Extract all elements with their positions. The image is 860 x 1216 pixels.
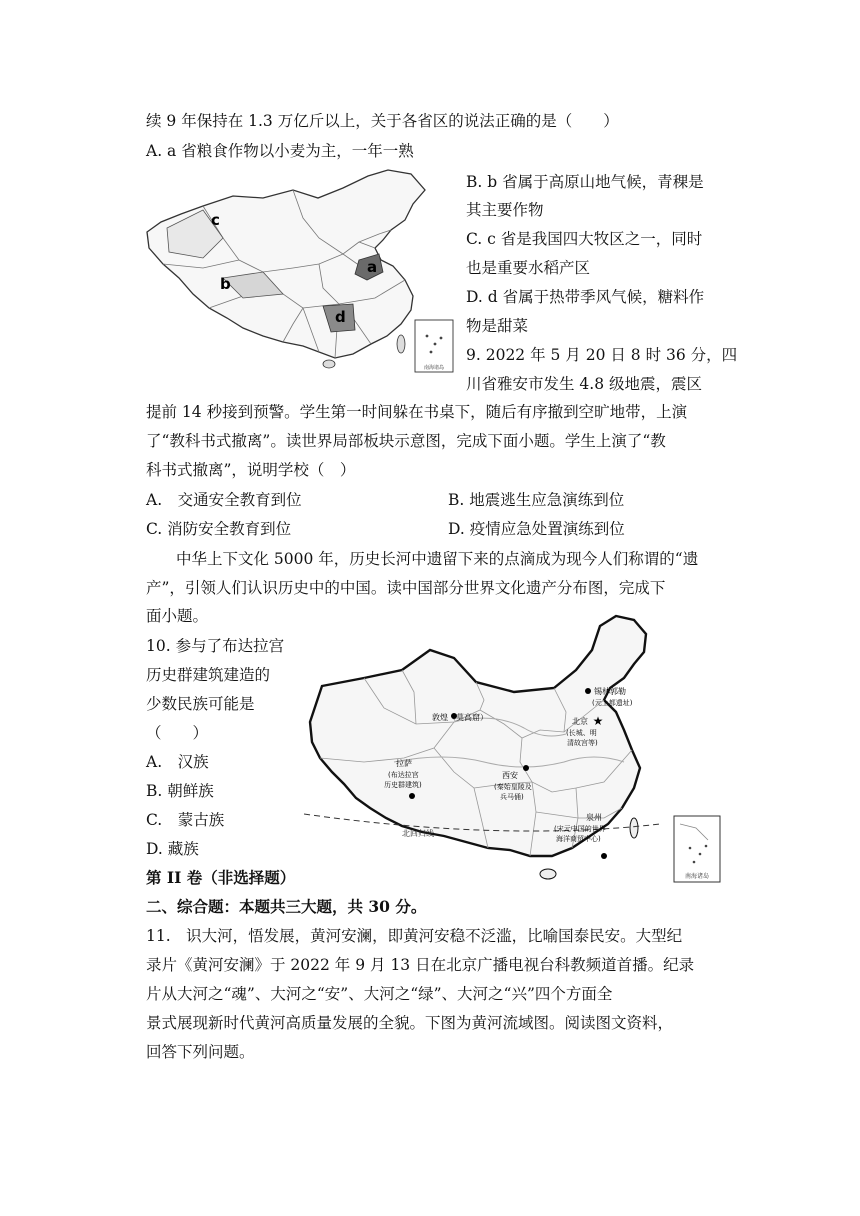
inset-label: 南海诸岛 xyxy=(684,873,710,880)
q11-line1: 11. 识大河，悟发展，黄河安澜，即黄河安稳不泛滥，比喻国泰民安。大型纪 xyxy=(146,927,683,945)
q11-line4: 景式展现新时代黄河高质量发展的全貌。下图为黄河流域图。阅读图文资料， xyxy=(146,1014,674,1032)
q10-option-a: A. 汉族 xyxy=(146,753,209,771)
lasa-marker xyxy=(409,793,415,799)
map-label-b: b xyxy=(220,275,231,293)
china-province-map xyxy=(143,168,463,373)
q9-option-a: A. 交通安全教育到位 xyxy=(146,491,302,509)
xian-sublabel-1: (秦始皇陵及 xyxy=(494,783,532,791)
q9-stem-line5: 科书式撤离”，说明学校（ ） xyxy=(146,461,356,479)
q8-option-c-line1: C. c 省是我国四大牧区之一，同时 xyxy=(466,230,703,248)
q8-option-d-line2: 物是甜菜 xyxy=(466,317,529,335)
quanzhou-marker xyxy=(601,853,607,859)
lasa-label: 拉萨 xyxy=(396,759,412,768)
q8-option-c-line2: 也是重要水稻产区 xyxy=(466,259,591,277)
tropic-label: 北回归线 xyxy=(402,829,434,838)
inset-label: 南海诸岛 xyxy=(423,365,445,371)
xian-sublabel-2: 兵马俑) xyxy=(500,793,524,801)
q10-option-b: B. 朝鲜族 xyxy=(146,782,214,800)
beijing-star-icon: ★ xyxy=(592,714,604,728)
xilinguole-sublabel: (元上都遗址) xyxy=(592,699,633,707)
section2-subtitle: 二、综合题：本题共三大题，共 30 分。 xyxy=(146,897,427,916)
beijing-sublabel-2: 清故宫等) xyxy=(567,739,598,747)
q9-stem-line1: 9. 2022 年 5 月 20 日 8 时 36 分，四 xyxy=(466,346,738,364)
q10-stem-line1: 10. 参与了布达拉宫 xyxy=(146,637,285,655)
q9-option-b: B. 地震逃生应急演练到位 xyxy=(448,491,625,509)
xilinguole-label: 锡林郭勒 xyxy=(594,687,626,696)
q11-line5: 回答下列问题。 xyxy=(146,1043,255,1061)
passage-line2: 产”，引领人们认识历史中的中国。读中国部分世界文化遗产分布图，完成下 xyxy=(146,579,666,597)
q10-option-c: C. 蒙古族 xyxy=(146,811,225,829)
beijing-label: 北京 xyxy=(572,717,588,726)
xian-marker xyxy=(523,765,529,771)
beijing-sublabel-1: (长城、明 xyxy=(566,729,597,737)
xilinguole-marker xyxy=(585,688,591,694)
q10-stem-line3: 少数民族可能是 xyxy=(146,695,255,713)
quanzhou-sublabel-2: 海洋商贸中心) xyxy=(556,835,601,843)
dunhuang-label: 敦煌（莫高窟） xyxy=(432,713,488,722)
q9-option-c: C. 消防安全教育到位 xyxy=(146,520,292,538)
map-label-a: a xyxy=(367,258,378,276)
q10-stem-line2: 历史群建筑建造的 xyxy=(146,666,271,684)
q10-option-d: D. 藏族 xyxy=(146,840,199,858)
q9-stem-line2: 川省雅安市发生 4.8 级地震，震区 xyxy=(466,375,703,393)
q8-stem: 续 9 年保持在 1.3 万亿斤以上，关于各省区的说法正确的是（ ） xyxy=(146,112,619,130)
quanzhou-label: 泉州 xyxy=(586,813,602,822)
quanzhou-sublabel-1: (宋元中国的世界 xyxy=(554,825,606,833)
q11-line2: 录片《黄河安澜》于 2022 年 9 月 13 日在北京广播电视台科教频道首播。纪录 xyxy=(146,956,695,974)
lasa-sublabel-1: (布达拉宫 xyxy=(388,771,419,779)
passage-line3: 面小题。 xyxy=(146,607,209,625)
section2-title: 第 II 卷（非选择题） xyxy=(146,868,296,887)
q8-option-a: A. a 省粮食作物以小麦为主，一年一熟 xyxy=(146,142,414,160)
passage-line1: 中华上下文化 5000 年，历史长河中遗留下来的点滴成为现今人们称谓的“遗 xyxy=(176,550,699,568)
q9-stem-line4: 了“教科书式撤离”。读世界局部板块示意图，完成下面小题。学生上演了“教 xyxy=(146,432,666,450)
lasa-sublabel-2: 历史群建筑) xyxy=(384,781,422,789)
q8-option-b-line1: B. b 省属于高原山地气候，青稞是 xyxy=(466,173,704,191)
xian-label: 西安 xyxy=(502,771,518,780)
q10-stem-line4: （ ） xyxy=(146,724,209,742)
q11-line3: 片从大河之“魂”、大河之“安”、大河之“绿”、大河之“兴”四个方面全 xyxy=(146,985,613,1003)
map-label-d: d xyxy=(335,308,346,326)
q8-option-b-line2: 其主要作物 xyxy=(466,201,544,219)
map-label-c: c xyxy=(211,211,220,229)
q8-option-d-line1: D. d 省属于热带季风气候，糖料作 xyxy=(466,288,705,306)
q9-option-d: D. 疫情应急处置演练到位 xyxy=(448,520,625,538)
q9-stem-line3: 提前 14 秒接到预警。学生第一时间躲在书桌下，随后有序撤到空旷地带，上演 xyxy=(146,403,688,421)
heritage-map xyxy=(304,612,722,892)
